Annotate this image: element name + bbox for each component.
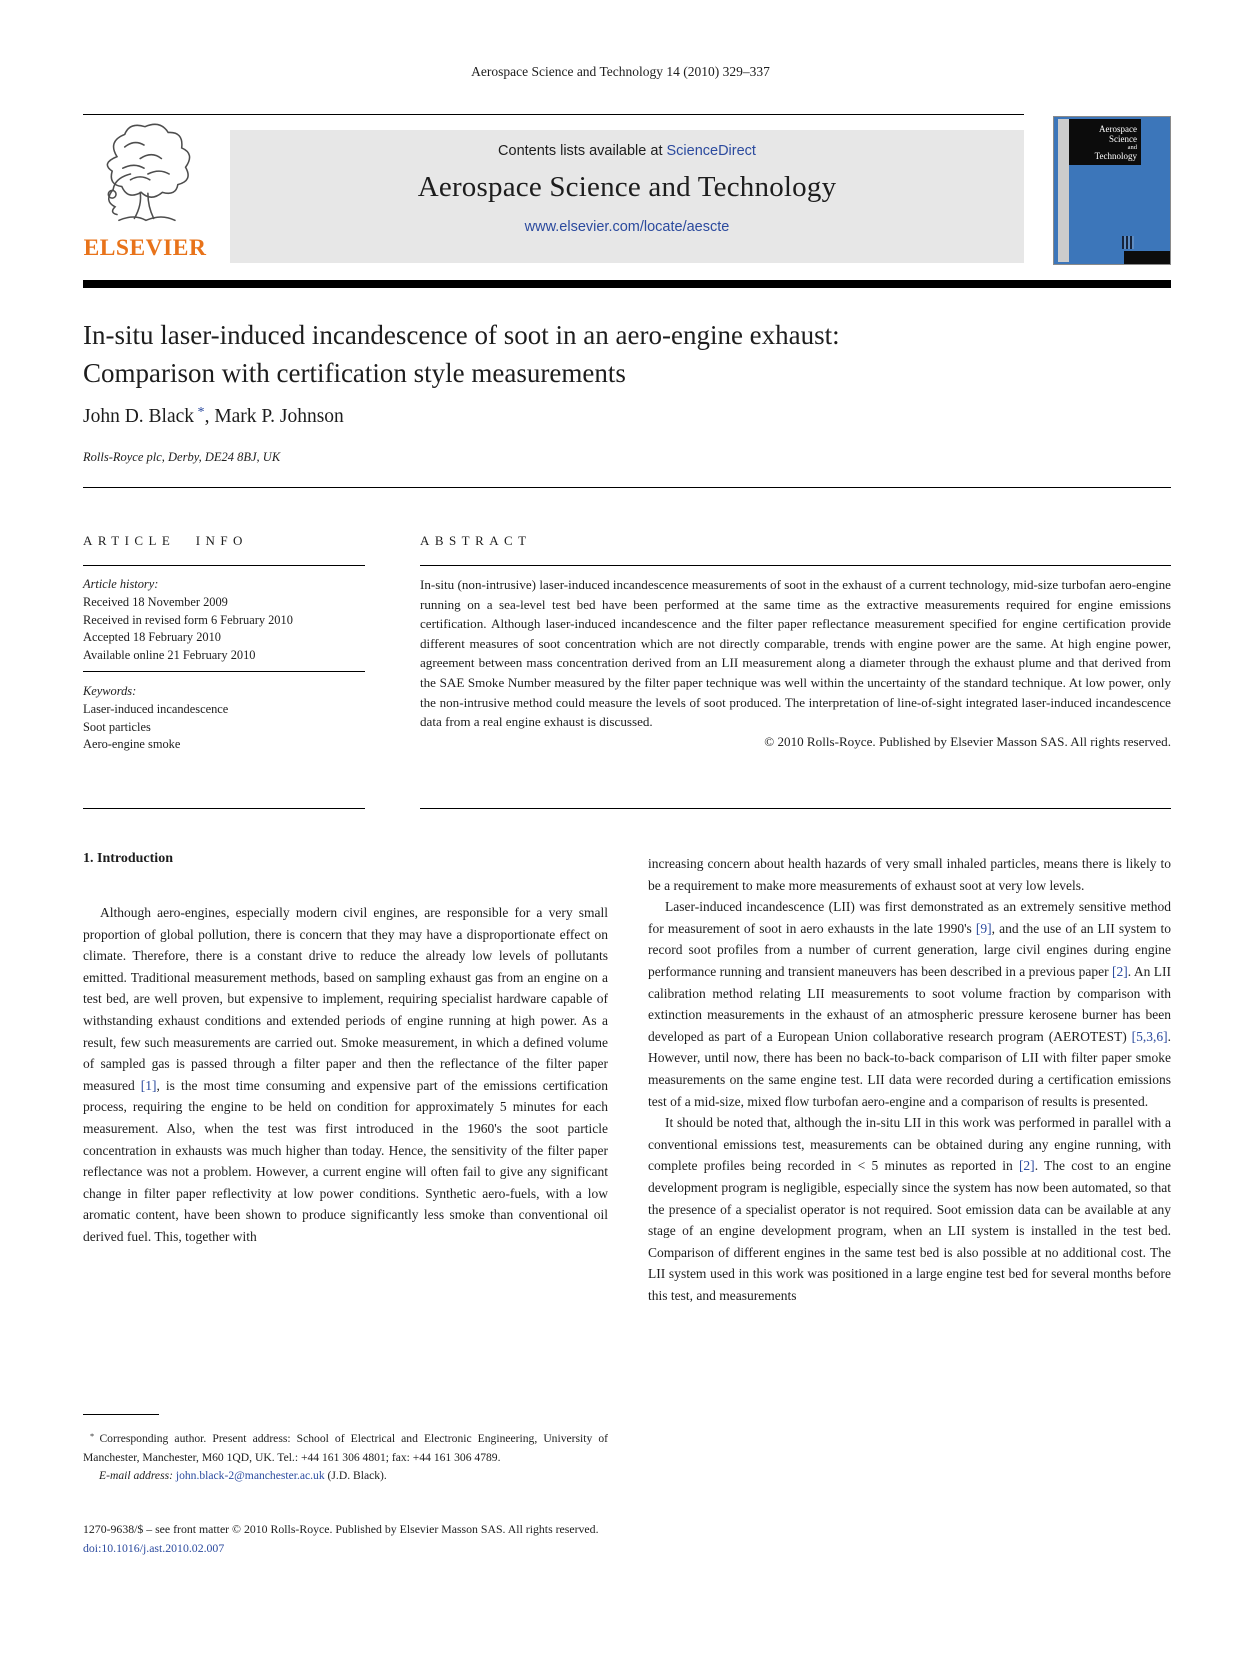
article-history-label: Article history: xyxy=(83,577,159,591)
citation-ref-2[interactable]: [2] xyxy=(1112,963,1128,979)
cover-emblem-icon xyxy=(1122,236,1134,249)
corresponding-author-footnote xyxy=(83,1430,608,1486)
cover-corner-block xyxy=(1124,251,1170,264)
citation-ref-2b[interactable]: [2] xyxy=(1018,1158,1035,1174)
abstract-text: In-situ (non-intrusive) laser-induced incandescence measurements of soot in the exhaust of a current technology, mid-size turbofan aero-engine running on a sea-level test bed have been performed at the same time as the extractive measurements required for engine emissions certification. Although laser-induced incandescence and the filter paper reflectance measurement specified for engine certification provide different measures of soot concentration which are not directly comparable, trends with engine power are the same. At high engine power, agreement between mass concentration derived from an LII measurement along a diameter through the exhaust plume and that derived from the SAE Smoke Number measured by the filter paper technique was well within the uncertainty of the standard technique. At low power, only the non-intrusive method could measure the levels of soot produced. The interpretation of line-of-sight integrated laser-induced incandescence data from a real engine exhaust is discussed. xyxy=(420,577,1171,730)
footer-doi-link[interactable]: doi:10.1016/j.ast.2010.02.007 xyxy=(83,1541,225,1555)
abstract-copyright: © 2010 Rolls-Royce. Published by Elsevier Masson SAS. All rights reserved. xyxy=(764,733,1171,749)
intro-right-column xyxy=(648,853,1171,1306)
keyword-item: Soot particles xyxy=(83,719,151,734)
footnote-address-line: * Corresponding author. Present address: School of Electrical and Electronic Engineering, University of Manchester, Manchester, M60 1QD, UK. Tel.: +44 161 306 4801; fax: +44 161 306 4789. xyxy=(83,1431,608,1465)
header-thick-rule xyxy=(83,280,1171,288)
citation-ref-5-3-6[interactable]: [5,3,6] xyxy=(1131,1028,1168,1044)
article-title-line2: Comparison with certification style measurements xyxy=(83,358,626,388)
info-abstract-top-rule xyxy=(83,487,1171,488)
article-info-header-rule xyxy=(83,565,365,566)
elsevier-tree-icon xyxy=(86,217,204,234)
sciencedirect-link[interactable]: ScienceDirect xyxy=(666,143,756,159)
email-link[interactable]: john.black-2@manchester.ac.uk xyxy=(175,1469,325,1483)
cover-title: Aerospace Science and Technology xyxy=(1069,119,1141,165)
article-title xyxy=(83,316,1123,392)
article-info-divider-rule xyxy=(83,671,365,672)
keywords-label: Keywords: xyxy=(83,684,137,698)
citation-ref-9[interactable]: [9] xyxy=(975,920,992,936)
section-heading-introduction: 1. Introduction xyxy=(83,851,173,866)
history-received: Received 18 November 2009 xyxy=(83,594,228,609)
cover-left-strip xyxy=(1058,119,1069,262)
paragraph: increasing concern about health hazards of very small inhaled particles, means there is likely to be a requirement to make more measurements of exhaust soot at very low levels. xyxy=(648,856,1171,893)
abstract-header: ABSTRACT xyxy=(420,533,532,548)
history-revised: Received in revised form 6 February 2010 xyxy=(83,612,293,627)
elsevier-logo xyxy=(83,118,207,264)
abstract-section xyxy=(420,575,1171,751)
history-accepted: Accepted 18 February 2010 xyxy=(83,630,221,645)
keyword-item: Aero-engine smoke xyxy=(83,737,181,752)
paragraph: Although aero-engines, especially modern civil engines, are responsible for a very small proportion of global pollution, there is concern that they may have a disproportionate effect on climate. Therefore, there is a constant drive to reduce the already low levels of pollutants emitted. Traditional measurement methods, based on sampling exhaust gas from an engine on a test bed, are well proven, but expensive to implement, requiring specialist hardware capable of withstanding exhaust conditions and extended periods of engine running at high power. As a result, few such measurements are carried out. Smoke measurement, in which a defined volume of sampled gas is passed through a filter paper and then the reflectance of the filter paper measured [1], is the most time consuming and expensive part of the emissions certification process, requiring the engine to be held on condition for approximately 5 minutes for each measurement. Also, when the test was first introduced in the 1960's the soot particle concentration in exhausts was much higher than today. Hence, the sensitivity of the filter paper reflectance was not a problem. However, a current engine will often fail to give any significant change in filter paper reflectivity at low power conditions. Synthetic aero-fuels, with a low aromatic content, have been shown to produce significantly less smoke than conventional oil derived fuel. This, together with xyxy=(83,905,608,1244)
abstract-header-rule xyxy=(420,565,1171,566)
citation-ref-1[interactable]: [1] xyxy=(140,1077,157,1093)
article-info-bottom-rule xyxy=(83,808,365,809)
elsevier-wordmark: ELSEVIER xyxy=(83,235,207,261)
footnote-rule xyxy=(83,1414,159,1415)
footer-issn-line: 1270-9638/$ – see front matter © 2010 Rolls-Royce. Published by Elsevier Masson SAS. All rights reserved. xyxy=(83,1522,599,1536)
history-online: Available online 21 February 2010 xyxy=(83,648,256,663)
page-footer xyxy=(83,1520,1171,1558)
contents-availability-line: Contents lists available at ScienceDirect xyxy=(498,143,756,159)
article-history xyxy=(83,576,383,665)
article-title-line1: In-situ laser-induced incandescence of soot in an aero-engine exhaust: xyxy=(83,320,840,350)
journal-banner xyxy=(230,130,1024,263)
paragraph: It should be noted that, although the in-situ LII in this work was performed in parallel with a conventional emissions test, measurements can be obtained during any engine running, with complete profiles being recorded in < 5 minutes as reported in [2]. The cost to an engine development program is negligible, especially since the system has now been automated, so that the presence of a specialist operator is not required. Soot emission data can be available at any stage of an engine development program, when an LII system is installed in the test bed. Comparison of different engines in the same test bed is also possible at no additional cost. The LII system used in this work was positioned in a large engine test bed for several months before this test, and measurements xyxy=(648,1115,1171,1303)
keywords-block xyxy=(83,683,383,754)
journal-cover-thumbnail[interactable] xyxy=(1053,116,1171,265)
header-rule xyxy=(83,114,1024,115)
article-info-header: ARTICLE INFO xyxy=(83,533,248,548)
journal-url-link[interactable]: www.elsevier.com/locate/aescte xyxy=(524,219,730,235)
paragraph: Laser-induced incandescence (LII) was first demonstrated as an extremely sensitive method for measurement of soot in aero exhausts in the late 1990's [9], and the use of an LII system to record soot profiles from a number of current generation, large civil engines during engine performance running and transient maneuvers has been described in a previous paper [2]. An LII calibration method relating LII measurements to soot volume fraction by comparison with extinction measurements in the exhaust of an atmospheric pressure kerosene burner has been developed as part of a European Union collaborative research program (AEROTEST) [5,3,6]. However, until now, there has been no back-to-back comparison of LII with filter paper smoke measurements on the same engine test. LII data were recorded during a certification emissions test of a mid-size, mixed flow turbofan aero-engine and a comparison of results is presented. xyxy=(648,899,1171,1109)
article-authors: John D. Black *, Mark P. Johnson xyxy=(83,404,344,427)
keyword-item: Laser-induced incandescence xyxy=(83,701,229,716)
journal-title: Aerospace Science and Technology xyxy=(417,171,837,203)
corresponding-author-asterisk[interactable]: * xyxy=(194,404,205,421)
running-head: Aerospace Science and Technology 14 (2010) 329–337 xyxy=(471,64,770,79)
intro-left-column xyxy=(83,902,608,1248)
footnote-email-line: E-mail address: john.black-2@manchester.ac.uk (J.D. Black). xyxy=(99,1469,387,1483)
article-affiliation: Rolls-Royce plc, Derby, DE24 8BJ, UK xyxy=(83,450,281,464)
abstract-bottom-rule xyxy=(420,808,1171,809)
